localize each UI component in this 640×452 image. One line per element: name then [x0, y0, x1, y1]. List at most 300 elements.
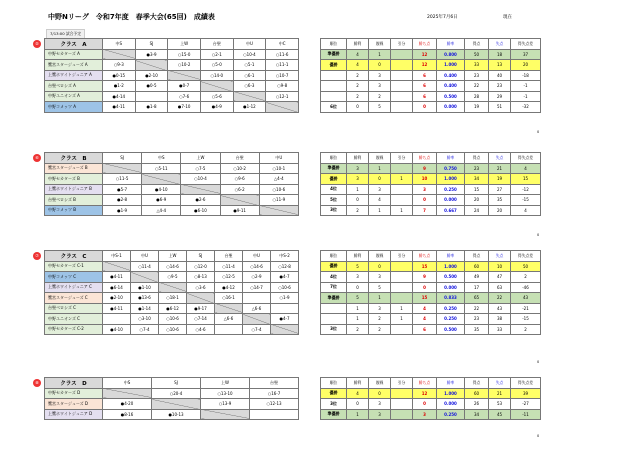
standings-l: 3: [369, 70, 391, 81]
standings-row: [321, 174, 541, 185]
match-table: [44, 250, 299, 335]
standings-pct: 0.000: [437, 282, 465, 293]
self-match-cell: [266, 102, 299, 113]
standings-d: [391, 70, 413, 81]
self-match-cell: [259, 205, 298, 216]
self-match-cell: [200, 81, 233, 92]
opponent-column-header: 上W: [168, 39, 201, 50]
match-table: [44, 38, 299, 113]
team-row: [45, 409, 299, 420]
standings-pct: 0.500: [437, 324, 465, 335]
standings-column-header: 順位: [321, 153, 347, 164]
standings-rf: 15: [465, 184, 489, 195]
standings-rank: 7位: [321, 282, 347, 293]
self-match-cell: [233, 91, 266, 102]
standings-diff: 4: [511, 163, 541, 174]
standings-w: 1: [347, 184, 369, 195]
standings-l: 0: [369, 174, 391, 185]
opponent-column-header: 中C: [266, 39, 299, 50]
match-result-cell: ●1-2: [103, 81, 136, 92]
page-header: [0, 12, 640, 22]
standings-diff: 4: [511, 205, 541, 216]
standings-ra: 22: [489, 293, 511, 304]
team-row: [45, 91, 299, 102]
standings-rank: [321, 81, 347, 92]
standings-column-header: 失点: [489, 378, 511, 389]
standings-l: 2: [369, 91, 391, 102]
standings-w: 5: [347, 261, 369, 272]
opponent-column-header: 中U: [259, 153, 298, 164]
match-result-cell: ●4-7: [271, 314, 299, 325]
standings-row: [321, 388, 541, 399]
match-result-cell: ○6-3: [233, 81, 266, 92]
standings-ra: 53: [489, 399, 511, 410]
standings-l: 4: [369, 195, 391, 206]
self-match-cell: [187, 293, 215, 304]
team-name: 中野セカターズ D: [45, 388, 103, 399]
standings-pts: 12: [413, 49, 437, 60]
standings-pct: 0.833: [437, 293, 465, 304]
team-name: 鷺宮スタージューズ D: [45, 399, 103, 410]
class-label: クラス B: [45, 153, 103, 164]
standings-rf: 65: [465, 293, 489, 304]
standings-column-header: 引分: [391, 251, 413, 262]
standings-w: 4: [347, 49, 369, 60]
match-result-cell: [103, 314, 131, 325]
self-match-cell: [243, 314, 271, 325]
opponent-column-header: SJ: [135, 39, 168, 50]
section-number-badge: ⑥: [33, 154, 41, 162]
standings-pts: 3: [413, 409, 437, 420]
opponent-column-header: 上W: [201, 378, 250, 389]
standings-column-header: 失点: [489, 39, 511, 50]
standings-rank: 準優勝: [321, 163, 347, 174]
standings-ra: 21: [489, 163, 511, 174]
standings-pts: 6: [413, 81, 437, 92]
standings-pct: 0.500: [437, 272, 465, 283]
standings-rf: 17: [465, 282, 489, 293]
standings-w: 2: [347, 70, 369, 81]
standings-pct: 0.000: [437, 102, 465, 113]
standings-w: 5: [347, 293, 369, 304]
standings-rf: 23: [465, 314, 489, 325]
standings-pts: 4: [413, 303, 437, 314]
standings-ra: 35: [489, 195, 511, 206]
standings-row: [321, 102, 541, 113]
standings-d: [391, 399, 413, 410]
standings-d: [391, 293, 413, 304]
match-result-cell: [271, 303, 299, 314]
match-result-cell: ○6-2: [220, 184, 259, 195]
match-result-cell: ○10-6: [159, 324, 187, 335]
standings-pts: 9: [413, 272, 437, 283]
match-result-cell: ●7-10: [168, 102, 201, 113]
standings-diff: 20: [511, 60, 541, 71]
standings-column-header: 勝利: [347, 153, 369, 164]
standings-rf: 34: [465, 409, 489, 420]
match-result-cell: ○13-9: [201, 399, 250, 410]
standings-pct: 0.667: [437, 205, 465, 216]
class-label: クラス D: [45, 378, 103, 389]
standings-pct: 0.750: [437, 163, 465, 174]
match-result-cell: ●13-6: [131, 293, 159, 304]
match-result-cell: ○11-4: [215, 261, 243, 272]
team-name: 台聖ベロシズ B: [45, 195, 103, 206]
self-match-cell: [131, 272, 159, 283]
standings-row: [321, 60, 541, 71]
match-result-cell: △4-4: [259, 174, 298, 185]
standings-column-header: 敗戦: [369, 251, 391, 262]
standings-l: 1: [369, 163, 391, 174]
self-match-cell: [159, 282, 187, 293]
match-result-cell: ●2-8: [103, 195, 142, 206]
standings-rank: [321, 314, 347, 325]
match-result-cell: ●1-12: [233, 102, 266, 113]
match-result-cell: ○11-5: [103, 174, 142, 185]
standings-row: [321, 272, 541, 283]
standings-diff: -32: [511, 102, 541, 113]
match-result-cell: ○3-10: [131, 314, 159, 325]
match-result-cell: ○10-2: [220, 163, 259, 174]
match-result-cell: [243, 293, 271, 304]
standings-ra: 47: [489, 272, 511, 283]
class-label: クラス A: [45, 39, 103, 50]
match-result-cell: ○7-6: [168, 91, 201, 102]
class-label: クラス C: [45, 251, 103, 262]
standings-rf: 33: [465, 60, 489, 71]
standings-table: [320, 377, 541, 420]
standings-pts: 0: [413, 399, 437, 410]
match-result-cell: ●5-7: [103, 184, 142, 195]
standings-rank: 優勝: [321, 261, 347, 272]
standings-pts: 7: [413, 205, 437, 216]
team-name: 台聖ベロシズ A: [45, 81, 103, 92]
match-result-cell: ○10-6: [271, 282, 299, 293]
standings-ra: 45: [489, 409, 511, 420]
standings-pts: 6: [413, 91, 437, 102]
standings-d: 1: [391, 303, 413, 314]
standings-w: 0: [347, 282, 369, 293]
opponent-column-header: 中S: [142, 153, 181, 164]
team-name: 上鷺ホワイトジュニア C: [45, 282, 103, 293]
team-name: 中野セカターズ C-1: [45, 261, 103, 272]
standings-pts: 9: [413, 163, 437, 174]
team-row: [45, 388, 299, 399]
match-result-cell: ●6-10: [181, 205, 220, 216]
self-match-cell: [168, 70, 201, 81]
standings-column-header: 勝利: [347, 39, 369, 50]
standings-pct: 0.400: [437, 70, 465, 81]
standings-ra: 38: [489, 314, 511, 325]
standings-diff: -11: [511, 409, 541, 420]
team-row: [45, 205, 299, 216]
standings-table: [320, 38, 541, 113]
standings-ra: 40: [489, 70, 511, 81]
standings-w: 3: [347, 163, 369, 174]
standings-pts: 0: [413, 282, 437, 293]
opponent-column-header: 中S-2: [271, 251, 299, 262]
team-row: [45, 184, 299, 195]
match-result-cell: ●4-10: [103, 324, 131, 335]
standings-pct: 0.250: [437, 184, 465, 195]
self-match-cell: [181, 184, 220, 195]
match-result-cell: ●1-10: [131, 282, 159, 293]
standings-ra: 19: [489, 174, 511, 185]
standings-w: 2: [347, 205, 369, 216]
standings-pct: 0.000: [437, 195, 465, 206]
standings-column-header: 勝率: [437, 153, 465, 164]
self-match-cell: [215, 303, 243, 314]
standings-l: 5: [369, 282, 391, 293]
standings-rf: 60: [465, 388, 489, 399]
match-result-cell: △6-6: [215, 314, 243, 325]
standings-ra: 23: [489, 81, 511, 92]
match-result-cell: ○10-6: [259, 184, 298, 195]
standings-l: 1: [369, 205, 391, 216]
match-result-cell: △6-6: [243, 303, 271, 314]
match-result-cell: ○5-1: [233, 60, 266, 71]
team-row: [45, 324, 299, 335]
opponent-column-header: 中U: [243, 251, 271, 262]
match-result-cell: [135, 91, 168, 102]
match-result-cell: ●9-17: [187, 303, 215, 314]
standings-w: 0: [347, 195, 369, 206]
standings-column-header: 失点: [489, 251, 511, 262]
team-row: [45, 399, 299, 410]
match-result-cell: ●10-13: [152, 409, 201, 420]
standings-ra: 13: [489, 60, 511, 71]
match-result-cell: ●4-7: [271, 272, 299, 283]
standings-diff: 39: [511, 388, 541, 399]
match-result-cell: ○18-1: [159, 293, 187, 304]
standings-l: 1: [369, 49, 391, 60]
standings-ra: 27: [489, 184, 511, 195]
standings-column-header: 得点: [465, 251, 489, 262]
team-name: 上鷺ホワイトジュニア B: [45, 184, 103, 195]
opponent-column-header: 上W: [181, 153, 220, 164]
standings-diff: -27: [511, 399, 541, 410]
match-result-cell: ○2-9: [243, 272, 271, 283]
standings-rf: 20: [465, 195, 489, 206]
match-result-cell: ●1-8: [135, 102, 168, 113]
standings-diff: 37: [511, 49, 541, 60]
standings-l: 3: [369, 409, 391, 420]
standings-diff: -21: [511, 303, 541, 314]
opponent-column-header: 台聖: [215, 251, 243, 262]
standings-pct: 0.250: [437, 314, 465, 325]
standings-rank: 4位: [321, 184, 347, 195]
standings-column-header: 勝率: [437, 251, 465, 262]
team-row: [45, 163, 299, 174]
standings-table: [320, 250, 541, 335]
standings-pct: 0.800: [437, 49, 465, 60]
match-result-cell: ●8-16: [103, 409, 152, 420]
team-row: [45, 60, 299, 71]
opponent-column-header: 台聖: [200, 39, 233, 50]
report-date: 2025年7月6日: [427, 15, 458, 20]
standings-column-header: 敗戦: [369, 153, 391, 164]
match-result-cell: ○14-6: [243, 261, 271, 272]
team-name: 鷺宮スタージューズ B: [45, 163, 103, 174]
standings-pct: 0.500: [437, 91, 465, 102]
page-marker: 0: [537, 130, 540, 134]
match-result-cell: ○10-1: [259, 163, 298, 174]
match-result-cell: ●4-20: [103, 399, 152, 410]
standings-row: [321, 303, 541, 314]
opponent-column-header: SJ: [187, 251, 215, 262]
match-result-cell: ●6-12: [159, 303, 187, 314]
match-result-cell: ○8-13: [187, 272, 215, 283]
match-result-cell: ○12-13: [250, 399, 299, 410]
standings-d: [391, 261, 413, 272]
team-name: 中野セカターズ A: [45, 49, 103, 60]
standings-w: 2: [347, 81, 369, 92]
opponent-column-header: 中S: [103, 39, 136, 50]
standings-rank: 優勝: [321, 388, 347, 399]
standings-row: [321, 293, 541, 304]
standings-pts: 0: [413, 195, 437, 206]
team-row: [45, 102, 299, 113]
standings-l: 2: [369, 314, 391, 325]
match-result-cell: ●1-14: [131, 303, 159, 314]
standings-d: [391, 282, 413, 293]
standings-diff: -12: [511, 184, 541, 195]
match-result-cell: ○4-6: [187, 324, 215, 335]
standings-diff: -15: [511, 314, 541, 325]
match-table: [44, 152, 299, 216]
standings-diff: -15: [511, 195, 541, 206]
match-result-cell: ○16-7: [250, 388, 299, 399]
standings-w: 1: [347, 409, 369, 420]
standings-row: [321, 184, 541, 195]
standings-rank: 優勝: [321, 174, 347, 185]
match-result-cell: ○7-14: [187, 314, 215, 325]
standings-column-header: 勝利: [347, 251, 369, 262]
standings-diff: 2: [511, 272, 541, 283]
team-name: 鷺宮スタージューズ C: [45, 293, 103, 304]
match-result-cell: ●4-12: [215, 282, 243, 293]
standings-w: 4: [347, 388, 369, 399]
standings-row: [321, 70, 541, 81]
match-result-cell: ●9-11: [220, 205, 259, 216]
standings-rank: [321, 70, 347, 81]
standings-column-header: 失点: [489, 153, 511, 164]
standings-diff: -18: [511, 70, 541, 81]
standings-rf: 26: [465, 399, 489, 410]
match-result-cell: ○13-10: [201, 388, 250, 399]
standings-diff: -46: [511, 282, 541, 293]
page-marker: 0: [537, 233, 540, 237]
page-marker: 0: [537, 434, 540, 438]
match-result-cell: ○6-1: [233, 70, 266, 81]
standings-pts: 3: [413, 184, 437, 195]
standings-pct: 0.250: [437, 409, 465, 420]
match-result-cell: ○7-4: [131, 324, 159, 335]
match-result-cell: ●6-9: [142, 195, 181, 206]
self-match-cell: [201, 409, 250, 420]
standings-row: [321, 409, 541, 420]
self-match-cell: [103, 163, 142, 174]
standings-rf: 49: [465, 272, 489, 283]
standings-diff: 15: [511, 174, 541, 185]
standings-w: 2: [347, 324, 369, 335]
standings-diff: 50: [511, 261, 541, 272]
match-result-cell: ●1-9: [103, 205, 142, 216]
match-result-cell: ●4-11: [103, 272, 131, 283]
standings-row: [321, 49, 541, 60]
standings-d: [391, 49, 413, 60]
page-marker: 0: [537, 360, 540, 364]
match-result-cell: ○14-0: [200, 70, 233, 81]
opponent-column-header: 台聖: [250, 378, 299, 389]
standings-l: 1: [369, 293, 391, 304]
self-match-cell: [142, 174, 181, 185]
opponent-column-header: 中S: [103, 378, 152, 389]
standings-row: [321, 163, 541, 174]
standings-pts: 10: [413, 174, 437, 185]
self-match-cell: [103, 261, 131, 272]
match-result-cell: ○5-0: [200, 60, 233, 71]
standings-rf: 34: [465, 174, 489, 185]
match-result-cell: ○10-4: [181, 174, 220, 185]
match-result-cell: ○14-7: [243, 282, 271, 293]
team-name: 中野コメッツ C: [45, 272, 103, 283]
standings-w: 0: [347, 399, 369, 410]
standings-w: 0: [347, 102, 369, 113]
standings-rank: 準優勝: [321, 409, 347, 420]
standings-diff: -1: [511, 81, 541, 92]
team-row: [45, 303, 299, 314]
standings-l: 5: [369, 102, 391, 113]
match-result-cell: ●0-15: [103, 70, 136, 81]
opponent-column-header: 中U: [131, 251, 159, 262]
standings-row: [321, 205, 541, 216]
standings-column-header: 引分: [391, 39, 413, 50]
team-name: 鷺宮スタージューズ A: [45, 60, 103, 71]
match-table: [44, 377, 299, 420]
standings-ra: 20: [489, 205, 511, 216]
standings-column-header: 得失点差: [511, 39, 541, 50]
match-result-cell: ○2-1: [200, 49, 233, 60]
standings-column-header: 得失点差: [511, 378, 541, 389]
match-result-cell: ○12-0: [187, 261, 215, 272]
team-name: 中野コメッツ A: [45, 102, 103, 113]
standings-column-header: 得失点差: [511, 251, 541, 262]
standings-column-header: 得点: [465, 153, 489, 164]
standings-column-header: 順位: [321, 251, 347, 262]
self-match-cell: [103, 49, 136, 60]
standings-ra: 43: [489, 303, 511, 314]
standings-diff: 43: [511, 293, 541, 304]
standings-ra: 10: [489, 261, 511, 272]
standings-rank: 3位: [321, 324, 347, 335]
standings-l: 0: [369, 261, 391, 272]
match-result-cell: ○11-9: [259, 195, 298, 206]
standings-d: [391, 60, 413, 71]
match-result-cell: ○11-6: [266, 49, 299, 60]
team-row: [45, 272, 299, 283]
standings-l: 3: [369, 272, 391, 283]
report-status: 現在: [503, 15, 512, 20]
standings-pct: 1.000: [437, 388, 465, 399]
match-result-cell: [250, 409, 299, 420]
standings-column-header: 勝率: [437, 378, 465, 389]
match-result-cell: ○16-1: [215, 293, 243, 304]
standings-pct: 0.250: [437, 303, 465, 314]
standings-w: 4: [347, 60, 369, 71]
match-result-cell: ○20-4: [152, 388, 201, 399]
standings-pts: 15: [413, 261, 437, 272]
